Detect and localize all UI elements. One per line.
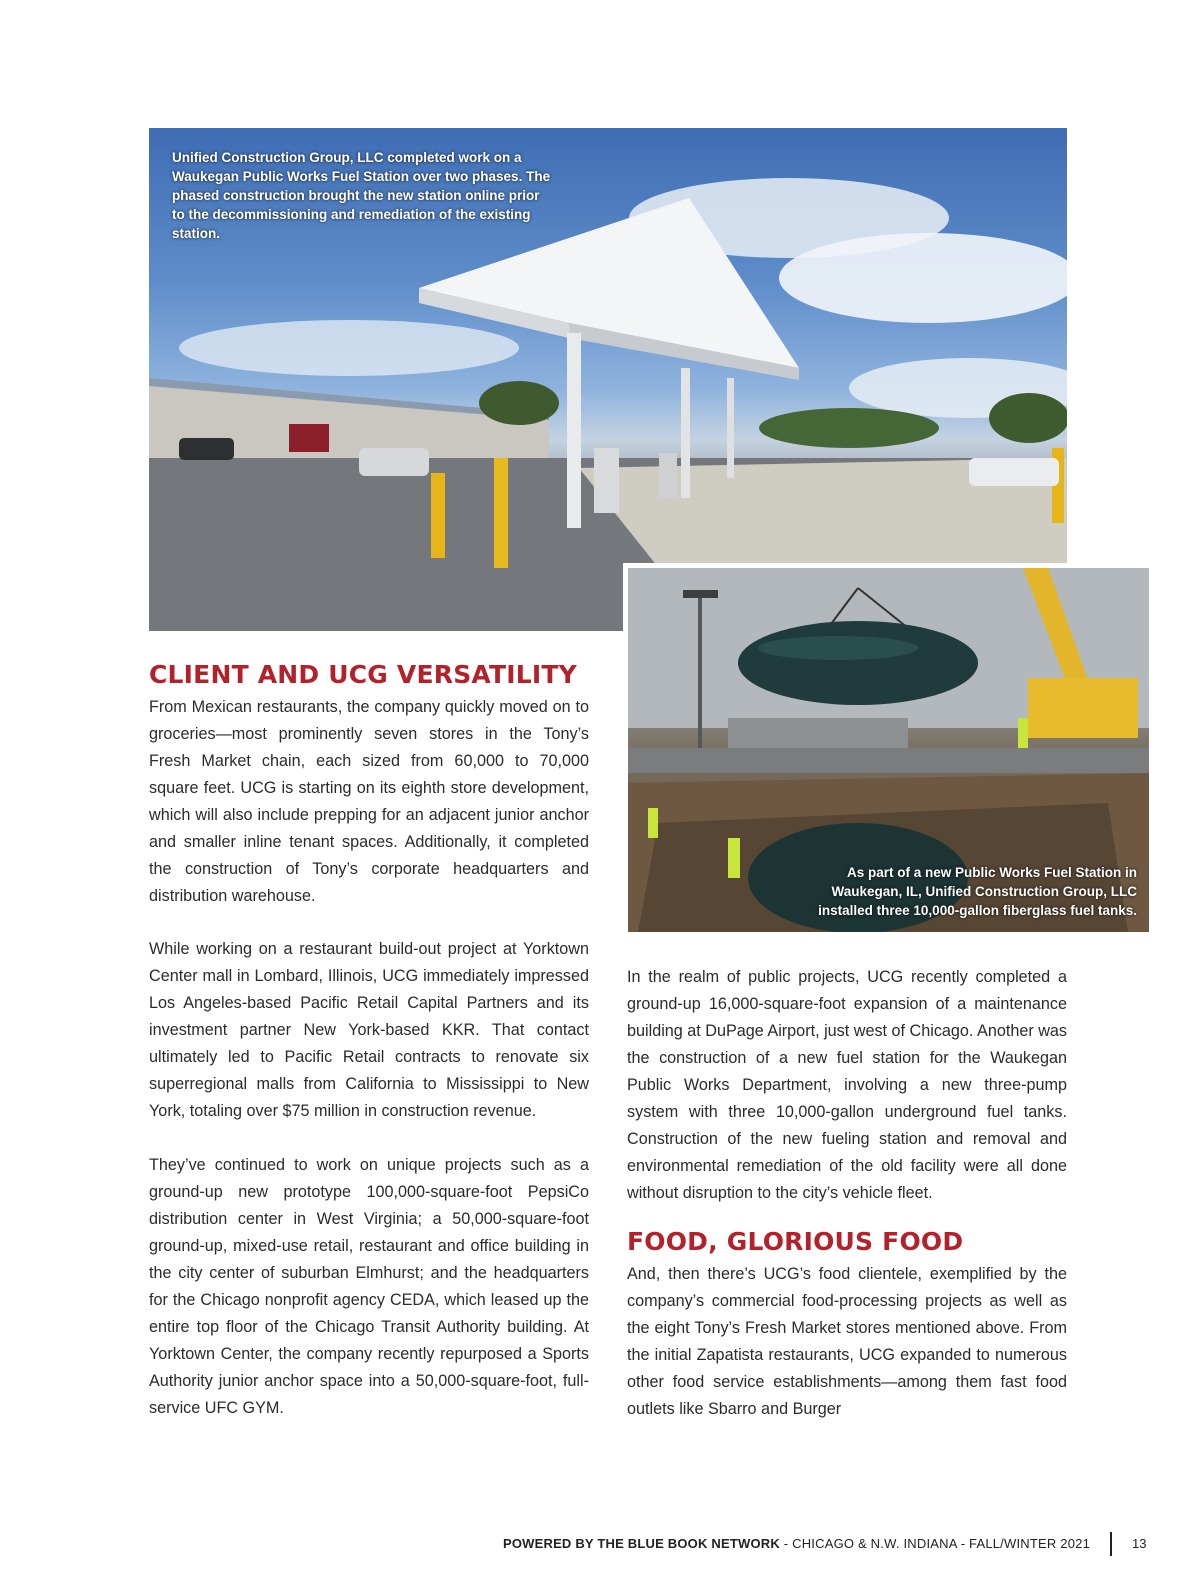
footer-brand: POWERED BY THE BLUE BOOK NETWORK [502,1536,780,1551]
paragraph-food-clientele: And, then there’s UCG’s food clientele, exemplified by the company’s commercial food-processing projects as well as the eight Tony’s Fresh Market stores mentioned above. From the initial Zapatista restaurants, UCG expanded to numerous other food service establishments—among them fast food outlets like Sbarro and Burger [627,1265,1067,1418]
footer-edition: - CHICAGO & N.W. INDIANA - FALL/WINTER 2021 [779,1536,1090,1551]
fuel-tank-caption: As part of a new Public Works Fuel Station in Waukegan, IL, Unified Construction Group, LLC installed three 10,000-gallon fiberglass fuel tanks. [818,865,1137,918]
fuel-tank-photo [623,563,1149,932]
fuel-station-photo [149,128,1067,631]
footer-divider [1110,1532,1112,1556]
paragraph-public-projects: In the realm of public projects, UCG recently completed a ground-up 16,000-square-foot expansion of a maintenance building at DuPage Airport, just west of Chicago. Another was the construction of a new fuel station for the Waukegan Public Works Department, involving a new three-pump system with three 10,000-gallon underground fuel tanks. Construction of the new fueling station and removal and environmental remediation of the old facility were all done without disruption to the city’s vehicle fleet. [627,968,1068,1202]
section-heading-client-versatility: CLIENT AND UCG VERSATILITY [149,660,577,689]
paragraph-groceries: From Mexican restaurants, the company quickly moved on to groceries—most prominently seven stores in the Tony’s Fresh Market chain, each sized from 60,000 to 70,000 square feet. UCG is starting on its eighth store development, which will also include prepping for an adjacent junior anchor and smaller inline tenant spaces. Additionally, it completed the construction of Tony’s corporate headquarters and distribution warehouse. [149,698,589,905]
footer-credit [503,1536,1090,1551]
section-heading-food: FOOD, GLORIOUS FOOD [627,1227,964,1256]
paragraph-unique-projects: They’ve continued to work on unique projects such as a ground-up new prototype 100,000-square-foot PepsiCo distribution center in West Virginia; a 50,000-square-foot ground-up, mixed-use retail, restaurant and office building in the city center of suburban Elmhurst; and the headquarters for the Chicago nonprofit agency CEDA, which leased up the entire top floor of the Chicago Transit Authority building. At Yorktown Center, the company recently repurposed a Sports Authority junior anchor space into a 50,000-square-foot, full-service UFC GYM. [149,1156,589,1417]
page-number: 13 [1132,1536,1147,1551]
paragraph-yorktown: While working on a restaurant build-out project at Yorktown Center mall in Lombard, Illinois, UCG immediately impressed Los Angeles-based Pacific Retail Capital Partners and its investment partner New York-based KKR. That contact ultimately led to Pacific Retail contracts to renovate six superregional malls from California to Mississippi to New York, totaling over $75 million in construction revenue. [149,940,589,1120]
fuel-station-caption: Unified Construction Group, LLC completed work on a Waukegan Public Works Fuel Station over two phases. The phased construction brought the new station online prior to the decommissioning and remediation of the existing station. [172,150,551,241]
